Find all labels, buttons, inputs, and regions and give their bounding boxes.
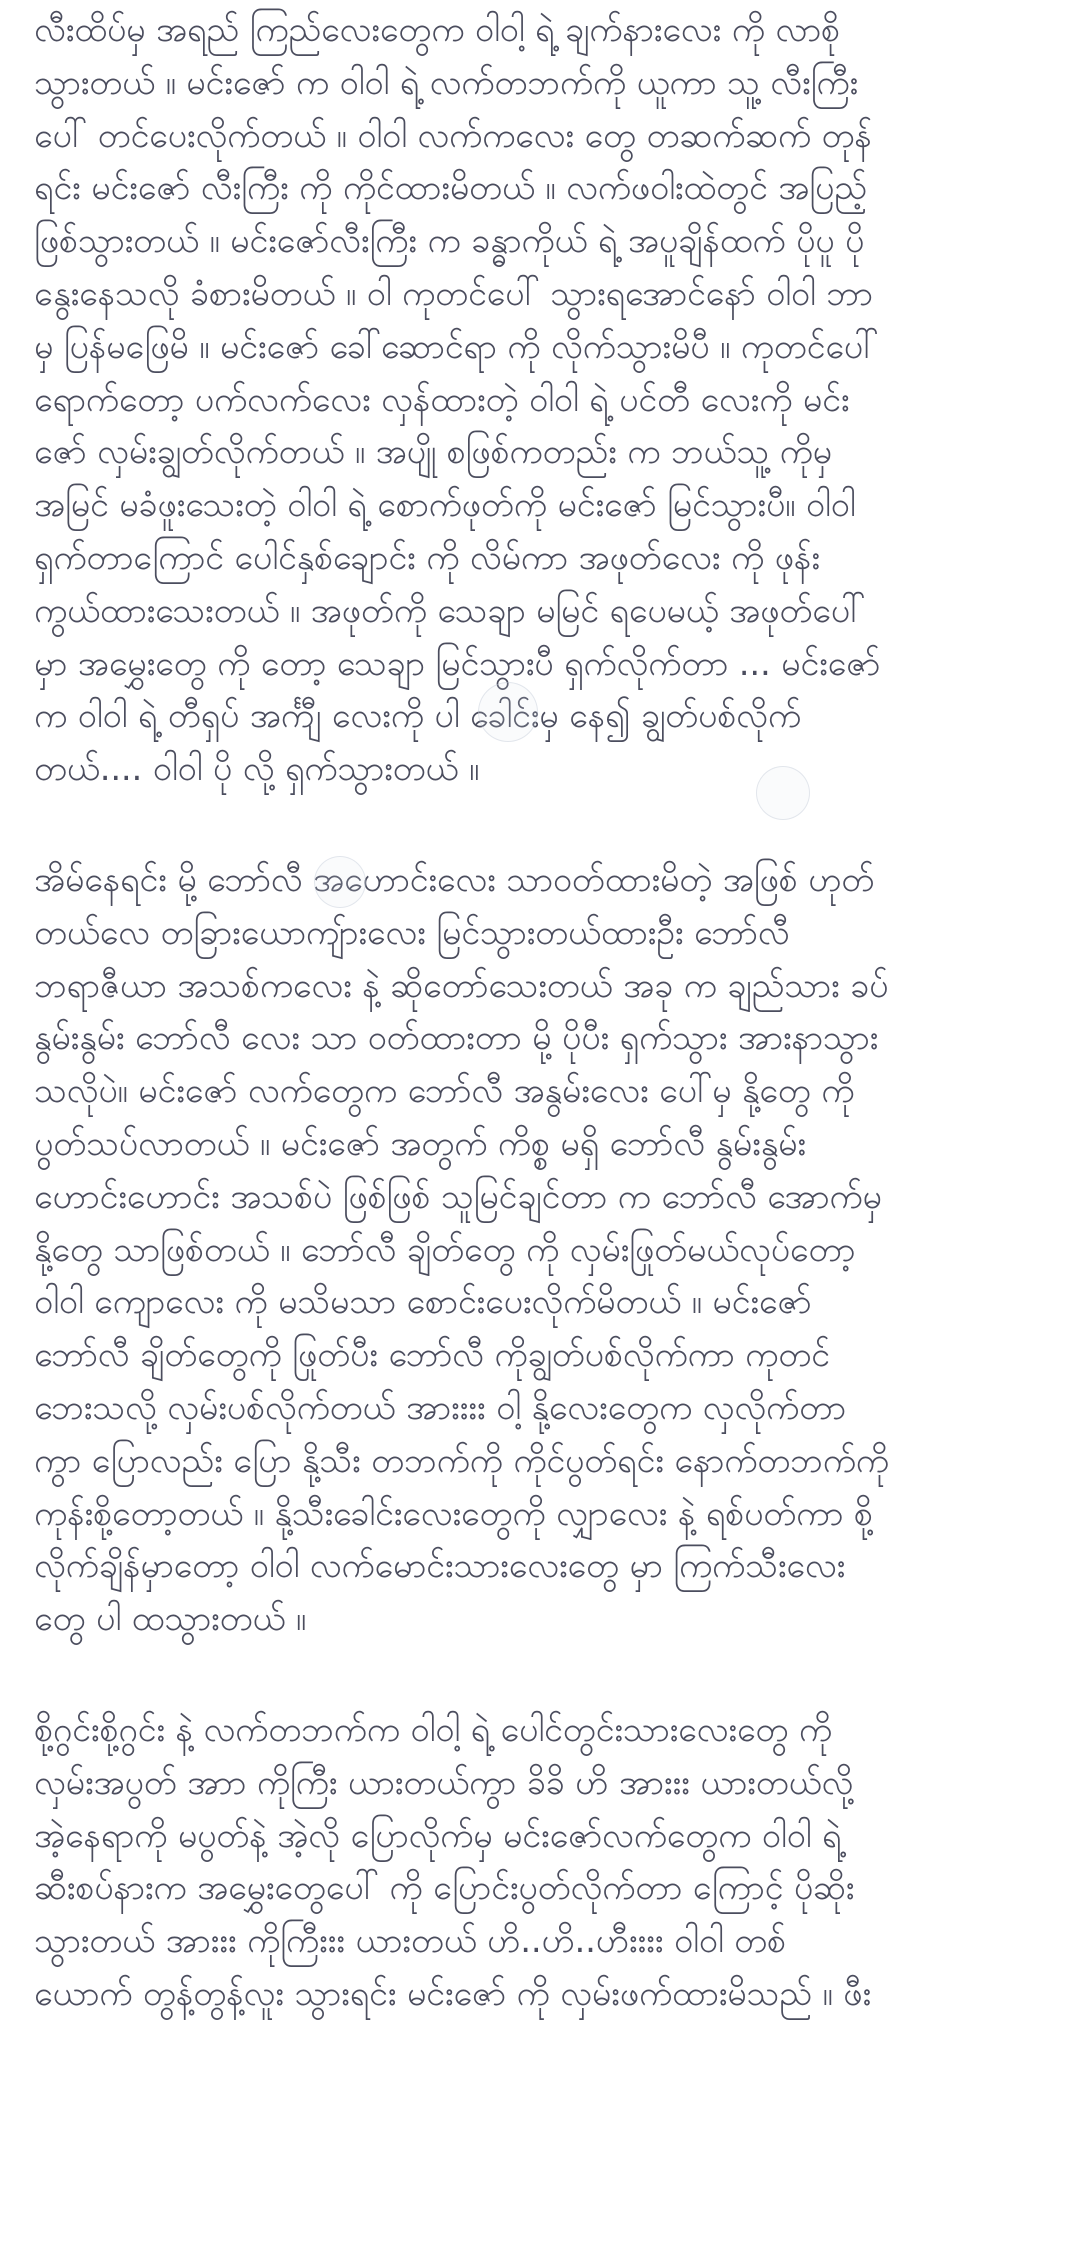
text-line: မှ ပြန်မဖြေမိ ။ မင်းဇော် ခေါ်ဆောင်ရာ ကို လိုက်သွားမိပီ ။ ကုတင်ပေါ် xyxy=(34,326,879,367)
text-line: အမြင် မခံဖူးသေးတဲ့ ဝါဝါ ရဲ့ စောက်ဖုတ်ကို မင်းဇော် မြင်သွားပီ။ ဝါဝါ xyxy=(34,485,856,526)
text-line: မှာ အမွှေးတွေ ကို တော့ သေချာ မြင်သွားပီ ရှက်လိုက်တာ ... မင်းဇော် xyxy=(34,643,881,684)
text-line: အဲ့နေရာကို မပွတ်နဲ့ အဲ့လို ပြောလိုက်မှ မင်းဇော်လက်တွေက ဝါဝါ ရဲ့ xyxy=(34,1815,842,1856)
text-line: ရင်း မင်းဇော် လီးကြီး ကို ကိုင်ထားမိတယ် ။ လက်ဖဝါးထဲတွင် အပြည့် xyxy=(34,168,867,209)
text-line: သွားတယ် အားးး ကိုကြီးးး ယားတယ် ဟိ..ဟိ..ဟီးးးး ဝါဝါ တစ် xyxy=(34,1921,786,1962)
text-line: သွားတယ် ။ မင်းဇော် က ဝါဝါ ရဲ့ လက်တဘက်ကို ယူကာ သူ့ လီးကြီး xyxy=(34,62,859,103)
text-line: ဝါဝါ ကျောလေး ကို မသိမသာ စောင်းပေးလိုက်မိတယ် ။ မင်းဇော် xyxy=(34,1282,812,1323)
text-line: ကွာ ပြောလည်း ပြော နို့သီး တဘက်ကို ကိုင်ပွတ်ရင်း နောက်တဘက်ကို xyxy=(34,1440,889,1481)
text-line: တယ်.... ဝါဝါ ပို လို့ ရှက်သွားတယ် ။ xyxy=(34,749,480,790)
story-paragraph-3 xyxy=(34,1704,1050,2021)
story-paragraph-2 xyxy=(34,854,1050,1646)
text-line: ဘေးသလို့ လှမ်းပစ်လိုက်တယ် အားးးး ဝါ့ နို့လေးတွေက လှလိုက်တာ xyxy=(34,1387,846,1428)
text-line: ယောက် တွန့်တွန့်လူး သွားရင်း မင်းဇော် ကို လှမ်းဖက်ထားမိသည် ။ ဖီး xyxy=(34,1973,872,2014)
text-line: စို့ဂွင်းစို့ဂွင်း နဲ့ လက်တဘက်က ဝါဝါ့ ရဲ့ ပေါင်တွင်းသားလေးတွေ ကို xyxy=(34,1709,832,1750)
text-line: ကုန်းစို့တော့တယ် ။ နို့သီးခေါင်းလေးတွေကို လျှာလေး နဲ့ ရစ်ပတ်ကာ စို့ xyxy=(34,1493,873,1534)
text-line: သလိုပဲ။ မင်းဇော် လက်တွေက ဘော်လီ အနွမ်းလေး ပေါ်မှ နို့တွေ ကို xyxy=(34,1071,855,1112)
text-line: ဖြစ်သွားတယ် ။ မင်းဇော်လီးကြီး က ခန္ဓာကိုယ် ရဲ့ အပူချိန်ထက် ပိုပူ ပို xyxy=(34,221,865,262)
text-line: ရောက်တော့ ပက်လက်လေး လှန်ထားတဲ့ ဝါဝါ ရဲ့ ပင်တီ လေးကို မင်း xyxy=(34,379,850,420)
text-line: လှမ်းအပွတ် အာာ ကိုကြီး ယားတယ်ကွာ ခိခိ ဟိ အားးး ယားတယ်လို့ xyxy=(34,1762,854,1803)
text-line: ဘရာဇီယာ အသစ်ကလေး နဲ့ ဆိုတော်သေးတယ် အခု က ချည်သား ခပ် xyxy=(34,965,889,1006)
text-line: တယ်လေ တခြားယောကျ်ားလေး မြင်သွားတယ်ထားဦး ဘော်လီ xyxy=(34,912,790,953)
text-line: ဘော်လီ ချိတ်တွေကို ဖြုတ်ပီး ဘော်လီ ကိုချွတ်ပစ်လိုက်ကာ ကုတင် xyxy=(34,1335,830,1376)
text-line: ကွယ်ထားသေးတယ် ။ အဖုတ်ကို သေချာ မမြင် ရပေမယ့် အဖုတ်ပေါ် xyxy=(34,590,866,631)
text-line: လိုက်ချိန်မှာတော့ ဝါဝါ လက်မောင်းသားလေးတွေ မှာ ကြက်သီးလေး xyxy=(34,1546,846,1587)
text-line: ပွတ်သပ်လာတယ် ။ မင်းဇော် အတွက် ကိစ္စ မရှိ ဘော်လီ နွမ်းနွမ်း xyxy=(34,1123,806,1164)
story-reader xyxy=(34,4,1050,2079)
text-line: နွေးနေသလို ခံစားမိတယ် ။ ဝါ ကုတင်ပေါ် သွားရအောင်နော် ဝါဝါ ဘာ xyxy=(34,273,873,314)
text-line: လီးထိပ်မှ အရည် ကြည်လေးတွေက ဝါဝါ့ ရဲ့ ချက်နားလေး ကို လာစို xyxy=(34,10,840,50)
text-line: ပေါ် တင်ပေးလိုက်တယ် ။ ဝါဝါ လက်ကလေး တွေ တဆက်ဆက် တုန် xyxy=(34,115,872,156)
text-line: ဟောင်းဟောင်း အသစ်ပဲ ဖြစ်ဖြစ် သူမြင်ချင်တာ က ဘော်လီ အောက်မှ xyxy=(34,1176,882,1217)
text-line: က ဝါဝါ ရဲ့ တီရှပ် အင်္ကျီ လေးကို ပါ ခေါင်းမှ နေ၍ ချွတ်ပစ်လိုက် xyxy=(34,696,801,737)
text-line: နို့တွေ သာဖြစ်တယ် ။ ဘော်လီ ချိတ်တွေ ကို လှမ်းဖြုတ်မယ်လုပ်တော့ xyxy=(34,1229,856,1270)
text-line: ဇော် လှမ်းချွတ်လိုက်တယ် ။ အပျို စဖြစ်ကတည်း က ဘယ်သူ့ ကိုမှ xyxy=(34,432,832,473)
text-line: အိမ်နေရင်း မို့ ဘော်လီ အဟောင်းလေး သာဝတ်ထားမိတဲ့ အဖြစ် ဟုတ် xyxy=(34,859,875,900)
text-line: နွမ်းနွမ်း ဘော်လီ လေး သာ ဝတ်ထားတာ မို့ ပိုပီး ရှက်သွား အားနာသွား xyxy=(34,1018,879,1059)
story-paragraph-1 xyxy=(34,4,1050,796)
text-line: ဆီးစပ်နားက အမွှေးတွေပေါ် ကို ပြောင်းပွတ်လိုက်တာ ကြောင့် ပိုဆိုး xyxy=(34,1868,855,1909)
text-line: ရှက်တာကြောင် ပေါင်နှစ်ချောင်း ကို လိမ်ကာ အဖုတ်လေး ကို ဖုန်း xyxy=(34,537,820,578)
text-line: တွေ ပါ ထသွားတယ် ။ xyxy=(34,1599,307,1640)
